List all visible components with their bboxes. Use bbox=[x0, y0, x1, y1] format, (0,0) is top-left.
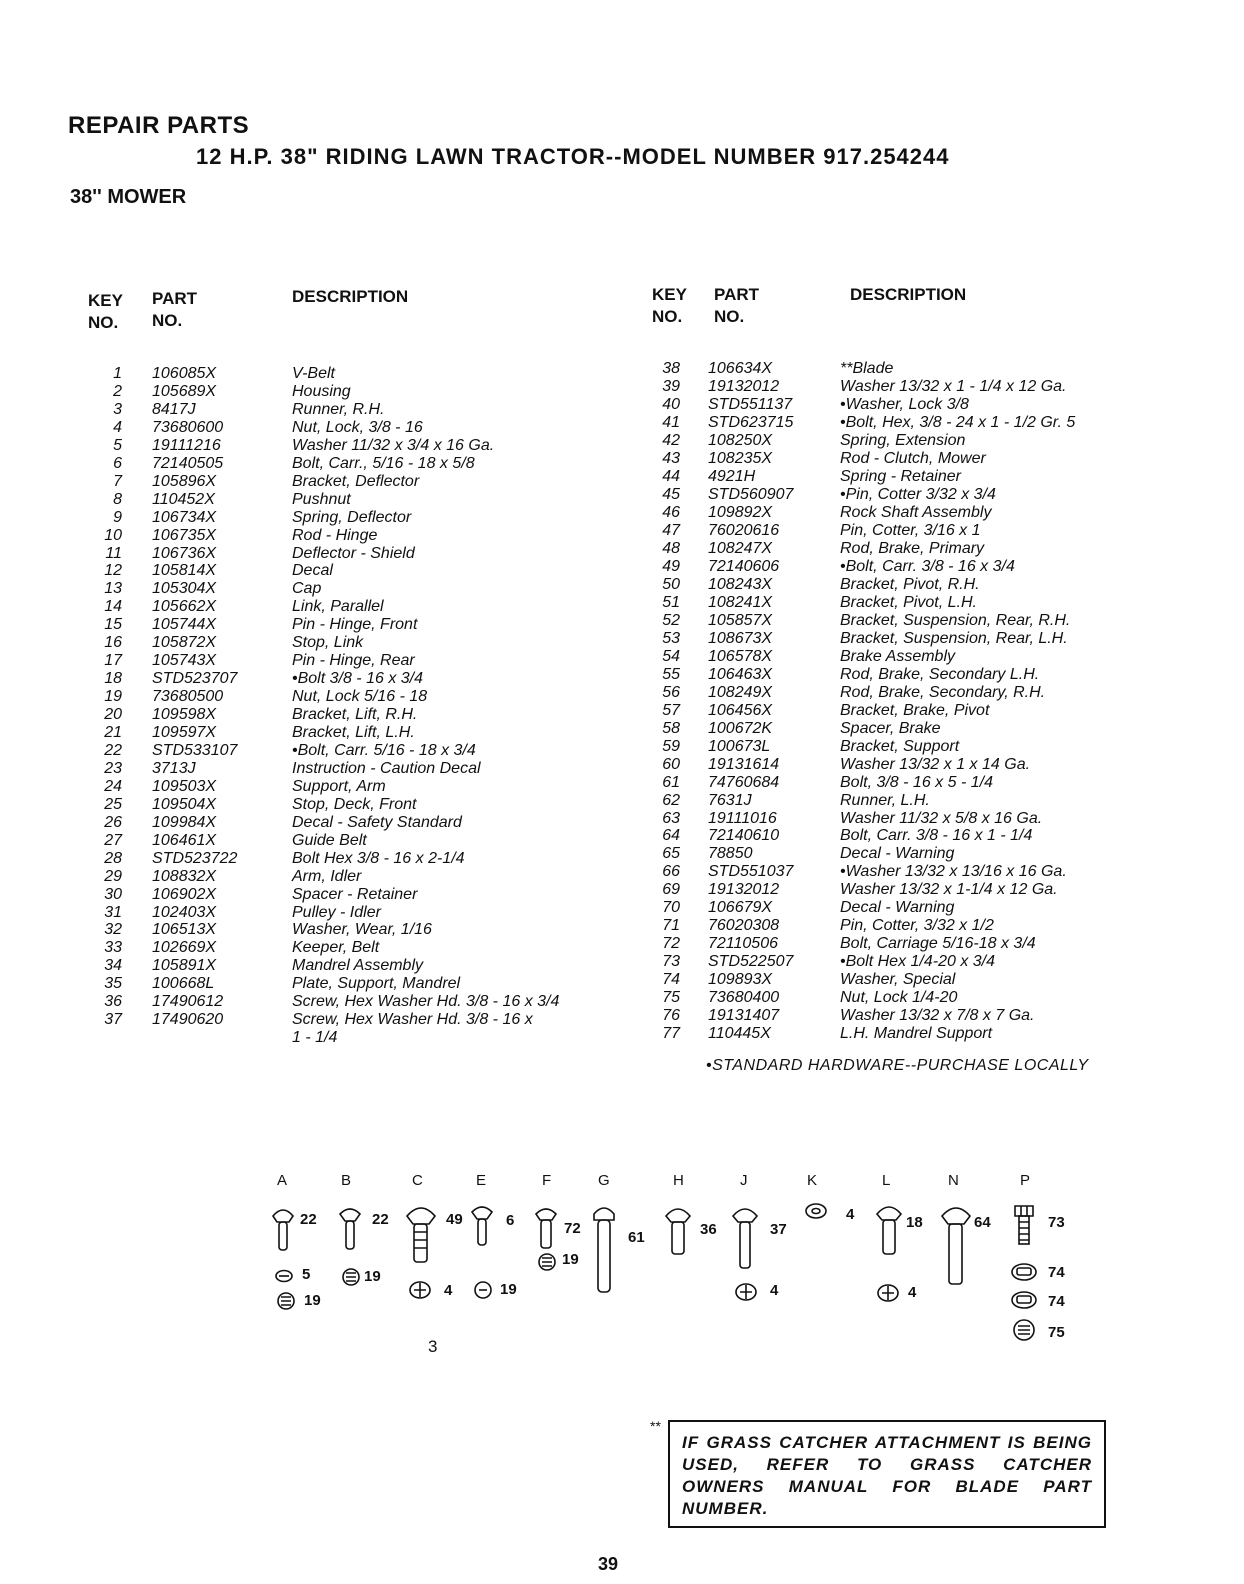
part-description: Screw, Hex Washer Hd. 3/8 - 16 x bbox=[292, 1011, 533, 1029]
key-number: 57 bbox=[662, 701, 680, 719]
key-number: 4 bbox=[113, 418, 122, 436]
part-number: 102403X bbox=[152, 903, 217, 921]
blade-note-marker: ** bbox=[650, 1418, 661, 1434]
key-number: 8 bbox=[113, 490, 122, 508]
part-description: Keeper, Belt bbox=[292, 939, 380, 957]
part-description: Rod, Brake, Secondary, R.H. bbox=[840, 683, 1046, 701]
part-description: •Washer 13/32 x 13/16 x 16 Ga. bbox=[840, 863, 1067, 881]
part-number: 105304X bbox=[152, 580, 217, 598]
key-number: 20 bbox=[104, 706, 122, 724]
part-description: •Bolt, Carr. 3/8 - 16 x 3/4 bbox=[840, 557, 1015, 575]
part-number: 109597X bbox=[152, 724, 217, 741]
part-description: Washer 13/32 x 1 x 14 Ga. bbox=[840, 755, 1031, 773]
hardware-key: 6 bbox=[506, 1212, 515, 1229]
key-number: 6 bbox=[113, 454, 122, 472]
key-number: 76 bbox=[662, 1007, 680, 1025]
part-description: Link, Parallel bbox=[292, 598, 384, 616]
hardware-key: 4 bbox=[908, 1284, 917, 1301]
part-number: 108832X bbox=[152, 867, 217, 885]
part-description: Bracket, Lift, R.H. bbox=[292, 706, 418, 724]
part-description: •Bolt Hex 1/4-20 x 3/4 bbox=[840, 953, 996, 971]
part-description: Bracket, Suspension, Rear, L.H. bbox=[840, 629, 1068, 647]
part-number: STD523722 bbox=[152, 849, 238, 867]
right-key-header: KEY NO. bbox=[652, 285, 687, 326]
part-number: 17490612 bbox=[152, 993, 224, 1011]
hardware-letter: N bbox=[948, 1172, 959, 1189]
part-description: •Bolt, Carr. 5/16 - 18 x 3/4 bbox=[292, 741, 476, 759]
part-number: 19132012 bbox=[708, 881, 780, 899]
hardware-key: 19 bbox=[500, 1281, 517, 1298]
part-number: 108235X bbox=[708, 449, 773, 467]
part-number: 73680500 bbox=[152, 688, 224, 706]
part-number: 4921H bbox=[708, 467, 756, 485]
part-description: Nut, Lock, 3/8 - 16 bbox=[292, 418, 423, 436]
part-description: Runner, R.H. bbox=[292, 400, 385, 418]
key-number: 39 bbox=[662, 377, 680, 395]
key-number: 77 bbox=[662, 1025, 680, 1043]
part-number: STD623715 bbox=[708, 413, 794, 431]
part-number: 100673L bbox=[708, 737, 771, 755]
part-number: 72140610 bbox=[708, 827, 780, 845]
hardware-key: 19 bbox=[562, 1251, 579, 1268]
part-number: 110445X bbox=[708, 1025, 771, 1043]
key-number: 24 bbox=[104, 777, 122, 795]
part-number: 19131614 bbox=[708, 755, 780, 773]
key-number: 48 bbox=[662, 539, 680, 557]
part-number: 17490620 bbox=[152, 1011, 224, 1029]
key-number: 23 bbox=[104, 759, 122, 777]
hardware-letter: C bbox=[412, 1172, 423, 1189]
part-description: Runner, L.H. bbox=[840, 791, 930, 809]
key-number: 42 bbox=[662, 431, 680, 449]
part-number: 106513X bbox=[152, 921, 217, 939]
key-number: 32 bbox=[104, 921, 122, 939]
hardware-key: 73 bbox=[1048, 1214, 1065, 1231]
part-number: 109893X bbox=[708, 971, 773, 989]
part-description: Bracket, Pivot, L.H. bbox=[840, 593, 977, 611]
part-description: Rock Shaft Assembly bbox=[840, 503, 992, 521]
part-description: Bracket, Brake, Pivot bbox=[840, 701, 990, 719]
part-number: 19132012 bbox=[708, 377, 780, 395]
part-number: 76020616 bbox=[708, 521, 780, 539]
key-number: 59 bbox=[662, 737, 680, 755]
part-number: 76020308 bbox=[708, 917, 780, 935]
part-description: Pin, Cotter, 3/16 x 1 bbox=[840, 521, 981, 539]
page-number: 39 bbox=[598, 1554, 619, 1574]
part-description: Deflector - Shield bbox=[292, 544, 415, 562]
part-description: Bracket, Support bbox=[840, 737, 960, 755]
right-desc-header: DESCRIPTION bbox=[850, 285, 967, 304]
hardware-letter: H bbox=[673, 1172, 684, 1189]
part-description: •Pin, Cotter 3/32 x 3/4 bbox=[840, 485, 996, 503]
part-description: Bolt, Carr. 3/8 - 16 x 1 - 1/4 bbox=[840, 827, 1033, 845]
part-number: 105872X bbox=[152, 634, 217, 652]
key-number: 55 bbox=[662, 665, 680, 683]
part-number: 108247X bbox=[708, 539, 773, 557]
key-number: 35 bbox=[104, 975, 122, 993]
key-number: 5 bbox=[113, 436, 122, 454]
hardware-key: 22 bbox=[372, 1211, 389, 1228]
key-number: 61 bbox=[662, 773, 680, 791]
key-number: 74 bbox=[662, 971, 680, 989]
hardware-key: 72 bbox=[564, 1220, 581, 1237]
key-number: 18 bbox=[104, 670, 122, 688]
key-number: 64 bbox=[662, 827, 680, 845]
key-number: 49 bbox=[662, 557, 680, 575]
key-number: 26 bbox=[104, 813, 122, 831]
part-description: Spring - Retainer bbox=[840, 467, 961, 485]
part-description: Spacer, Brake bbox=[840, 719, 941, 737]
hardware-letter: L bbox=[882, 1172, 891, 1189]
part-number: 100668L bbox=[152, 975, 215, 993]
key-number: 40 bbox=[662, 395, 680, 413]
part-number: 100672K bbox=[708, 719, 773, 737]
part-number: 105744X bbox=[152, 616, 217, 634]
key-number: 37 bbox=[104, 1011, 122, 1029]
part-number: 106463X bbox=[708, 665, 773, 683]
part-description: 1 - 1/4 bbox=[292, 1029, 338, 1047]
key-number: 9 bbox=[113, 508, 122, 526]
left-desc-header: DESCRIPTION bbox=[292, 287, 409, 306]
hardware-key: 49 bbox=[446, 1211, 463, 1228]
key-number: 54 bbox=[662, 647, 680, 665]
part-description: Rod - Hinge bbox=[292, 526, 378, 544]
part-number: 72110506 bbox=[708, 935, 778, 953]
hardware-letter: B bbox=[341, 1172, 352, 1189]
part-number: 74760684 bbox=[708, 773, 780, 791]
part-description: Bolt, Carriage 5/16-18 x 3/4 bbox=[840, 935, 1036, 953]
part-description: Nut, Lock 5/16 - 18 bbox=[292, 688, 428, 706]
key-number: 45 bbox=[662, 485, 680, 503]
part-description: Pin - Hinge, Front bbox=[292, 616, 418, 634]
part-description: Bracket, Suspension, Rear, R.H. bbox=[840, 611, 1071, 629]
page-title: REPAIR PARTS bbox=[68, 112, 250, 139]
hardware-key: 22 bbox=[300, 1211, 317, 1228]
part-number: 72140606 bbox=[708, 557, 780, 575]
key-number: 65 bbox=[662, 845, 680, 863]
part-number: STD522507 bbox=[708, 953, 794, 971]
part-number: 19111016 bbox=[708, 809, 777, 827]
part-number: 105857X bbox=[708, 611, 773, 629]
part-description: Rod - Clutch, Mower bbox=[840, 449, 986, 467]
key-number: 7 bbox=[113, 472, 122, 490]
part-description: Stop, Link bbox=[292, 634, 364, 652]
part-number: 109503X bbox=[152, 777, 217, 795]
part-number: 72140505 bbox=[152, 454, 224, 472]
part-number: STD560907 bbox=[708, 485, 794, 503]
key-number: 15 bbox=[104, 616, 122, 634]
key-number: 38 bbox=[662, 360, 680, 377]
part-number: STD551137 bbox=[708, 395, 793, 413]
part-number: 109892X bbox=[708, 503, 773, 521]
part-number: 19131407 bbox=[708, 1007, 780, 1025]
part-number: 106735X bbox=[152, 526, 217, 544]
key-number: 17 bbox=[104, 652, 122, 670]
part-description: Decal - Warning bbox=[840, 899, 955, 917]
hardware-letter: G bbox=[598, 1172, 610, 1189]
part-description: Washer 13/32 x 7/8 x 7 Ga. bbox=[840, 1007, 1035, 1025]
part-number: 106902X bbox=[152, 885, 217, 903]
key-number: 16 bbox=[104, 634, 122, 652]
part-description: Stop, Deck, Front bbox=[292, 795, 417, 813]
part-description: Instruction - Caution Decal bbox=[292, 759, 481, 777]
part-number: 106679X bbox=[708, 899, 773, 917]
part-description: Spring, Extension bbox=[840, 431, 966, 449]
part-number: 109598X bbox=[152, 706, 217, 724]
part-description: Bracket, Pivot, R.H. bbox=[840, 575, 980, 593]
hardware-key: 4 bbox=[770, 1282, 779, 1299]
hardware-key: 74 bbox=[1048, 1293, 1065, 1310]
key-number: 36 bbox=[104, 993, 122, 1011]
part-description: Washer, Special bbox=[840, 971, 956, 989]
part-number: 108241X bbox=[708, 593, 773, 611]
key-number: 75 bbox=[662, 989, 680, 1007]
key-number: 13 bbox=[104, 580, 122, 598]
key-number: 29 bbox=[104, 867, 122, 885]
part-number: 102669X bbox=[152, 939, 217, 957]
part-description: Bolt, Carr., 5/16 - 18 x 5/8 bbox=[292, 454, 475, 472]
part-description: Washer 13/32 x 1 - 1/4 x 12 Ga. bbox=[840, 377, 1067, 395]
hardware-key: 4 bbox=[846, 1206, 855, 1223]
part-number: 19111216 bbox=[152, 436, 221, 454]
part-number: 108249X bbox=[708, 683, 773, 701]
key-number: 60 bbox=[662, 755, 680, 773]
key-number: 11 bbox=[105, 544, 122, 562]
part-description: Brake Assembly bbox=[840, 647, 955, 665]
key-number: 52 bbox=[662, 611, 680, 629]
part-description: Support, Arm bbox=[292, 777, 386, 795]
part-number: 106634X bbox=[708, 360, 773, 377]
part-number: 105891X bbox=[152, 957, 217, 975]
hardware-key: 37 bbox=[770, 1221, 787, 1238]
hardware-letter: J bbox=[740, 1172, 748, 1189]
part-description: Mandrel Assembly bbox=[292, 957, 424, 975]
key-number: 63 bbox=[662, 809, 680, 827]
key-number: 41 bbox=[662, 413, 680, 431]
key-number: 50 bbox=[662, 575, 680, 593]
key-number: 31 bbox=[104, 903, 122, 921]
part-description: Nut, Lock 1/4-20 bbox=[840, 989, 958, 1007]
hardware-letter: A bbox=[277, 1172, 288, 1189]
section-title: 38'' MOWER bbox=[70, 186, 187, 208]
part-description: Plate, Support, Mandrel bbox=[292, 975, 461, 993]
key-number: 34 bbox=[104, 957, 122, 975]
part-description: Washer 11/32 x 5/8 x 16 Ga. bbox=[840, 809, 1043, 827]
part-description: Decal - Warning bbox=[840, 845, 955, 863]
hardware-key: 61 bbox=[628, 1229, 645, 1246]
hardware-key: 64 bbox=[974, 1214, 991, 1231]
key-number: 21 bbox=[104, 724, 122, 741]
hardware-key: 18 bbox=[906, 1214, 923, 1231]
part-description: Decal - Safety Standard bbox=[292, 813, 462, 831]
part-number: 105743X bbox=[152, 652, 217, 670]
part-number: 73680400 bbox=[708, 989, 780, 1007]
part-number: 7631J bbox=[708, 791, 752, 809]
key-number: 53 bbox=[662, 629, 680, 647]
part-number: 8417J bbox=[152, 400, 196, 418]
part-description: Bracket, Deflector bbox=[292, 472, 420, 490]
key-number: 66 bbox=[662, 863, 680, 881]
key-number: 43 bbox=[662, 449, 680, 467]
hardware-letter: F bbox=[542, 1172, 552, 1189]
part-description: Arm, Idler bbox=[292, 867, 362, 885]
part-description: Washer 11/32 x 3/4 x 16 Ga. bbox=[292, 436, 495, 454]
right-part-header: PART NO. bbox=[714, 285, 760, 326]
key-number: 56 bbox=[662, 683, 680, 701]
part-description: Bolt, 3/8 - 16 x 5 - 1/4 bbox=[840, 773, 993, 791]
hardware-letter: K bbox=[807, 1172, 818, 1189]
part-description: Pulley - Idler bbox=[292, 903, 381, 921]
part-description: Bracket, Lift, L.H. bbox=[292, 724, 415, 741]
figure-number: 3 bbox=[428, 1337, 438, 1356]
key-number: 71 bbox=[662, 917, 680, 935]
model-line: 12 H.P. 38" RIDING LAWN TRACTOR--MODEL NUMBER 917.254244 bbox=[196, 144, 950, 169]
part-number: 78850 bbox=[708, 845, 753, 863]
key-number: 46 bbox=[662, 503, 680, 521]
part-number: 106461X bbox=[152, 831, 217, 849]
part-number: 109984X bbox=[152, 813, 217, 831]
hardware-key: 19 bbox=[304, 1292, 321, 1309]
part-description: Screw, Hex Washer Hd. 3/8 - 16 x 3/4 bbox=[292, 993, 560, 1011]
part-description: V-Belt bbox=[292, 365, 335, 382]
key-number: 73 bbox=[662, 953, 680, 971]
part-description: •Bolt, Hex, 3/8 - 24 x 1 - 1/2 Gr. 5 bbox=[840, 413, 1076, 431]
part-number: 106734X bbox=[152, 508, 217, 526]
part-description: Guide Belt bbox=[292, 831, 367, 849]
part-number: 106736X bbox=[152, 544, 217, 562]
hardware-key: 4 bbox=[444, 1282, 453, 1299]
hardware-key: 5 bbox=[302, 1266, 311, 1283]
part-description: Pin, Cotter, 3/32 x 1/2 bbox=[840, 917, 994, 935]
part-description: Bolt Hex 3/8 - 16 x 2-1/4 bbox=[292, 849, 465, 867]
part-number: 108673X bbox=[708, 629, 773, 647]
hardware-key: 19 bbox=[364, 1268, 381, 1285]
part-number: 73680600 bbox=[152, 418, 224, 436]
part-description: Pin - Hinge, Rear bbox=[292, 652, 415, 670]
part-number: 106578X bbox=[708, 647, 773, 665]
key-number: 70 bbox=[662, 899, 680, 917]
key-number: 22 bbox=[104, 741, 122, 759]
part-description: Spring, Deflector bbox=[292, 508, 412, 526]
standard-hardware-note: •STANDARD HARDWARE--PURCHASE LOCALLY bbox=[706, 1057, 1089, 1074]
key-number: 14 bbox=[104, 598, 122, 616]
part-number: STD551037 bbox=[708, 863, 794, 881]
hardware-letter: E bbox=[476, 1172, 487, 1189]
blade-note-box: IF GRASS CATCHER ATTACHMENT IS BEING USED, REFER TO GRASS CATCHER OWNERS MANUAL FOR BLADE PART NUMBER. bbox=[668, 1420, 1106, 1528]
part-description: Decal bbox=[292, 562, 333, 580]
part-number: 110452X bbox=[152, 490, 215, 508]
part-number: STD523707 bbox=[152, 670, 238, 688]
part-description: •Washer, Lock 3/8 bbox=[840, 395, 969, 413]
left-part-header: PART NO. bbox=[152, 289, 198, 330]
hardware-key: 74 bbox=[1048, 1264, 1065, 1281]
key-number: 62 bbox=[662, 791, 680, 809]
key-number: 1 bbox=[113, 365, 122, 382]
part-number: 3713J bbox=[152, 759, 196, 777]
part-number: 105689X bbox=[152, 382, 217, 400]
part-number: 105896X bbox=[152, 472, 217, 490]
key-number: 27 bbox=[104, 831, 122, 849]
hardware-key: 36 bbox=[700, 1221, 717, 1238]
key-number: 51 bbox=[662, 593, 680, 611]
left-key-header: KEY NO. bbox=[88, 291, 123, 332]
part-description: L.H. Mandrel Support bbox=[840, 1025, 993, 1043]
key-number: 28 bbox=[104, 849, 122, 867]
part-number: 109504X bbox=[152, 795, 217, 813]
key-number: 47 bbox=[662, 521, 680, 539]
part-description: Cap bbox=[292, 580, 322, 598]
key-number: 2 bbox=[113, 382, 122, 400]
key-number: 12 bbox=[104, 562, 122, 580]
key-number: 69 bbox=[662, 881, 680, 899]
key-number: 10 bbox=[104, 526, 122, 544]
part-description: Washer 13/32 x 1-1/4 x 12 Ga. bbox=[840, 881, 1058, 899]
part-number: 106085X bbox=[152, 365, 217, 382]
part-description: Washer, Wear, 1/16 bbox=[292, 921, 432, 939]
part-number: 108243X bbox=[708, 575, 773, 593]
key-number: 33 bbox=[104, 939, 122, 957]
part-number: 105662X bbox=[152, 598, 217, 616]
key-number: 58 bbox=[662, 719, 680, 737]
part-description: Spacer - Retainer bbox=[292, 885, 418, 903]
key-number: 44 bbox=[662, 467, 680, 485]
part-number: 106456X bbox=[708, 701, 773, 719]
part-number: 105814X bbox=[152, 562, 217, 580]
part-number: 108250X bbox=[708, 431, 773, 449]
key-number: 19 bbox=[104, 688, 122, 706]
part-description: Housing bbox=[292, 382, 351, 400]
part-description: **Blade bbox=[840, 360, 894, 377]
hardware-letter: P bbox=[1020, 1172, 1031, 1189]
key-number: 25 bbox=[104, 795, 122, 813]
hardware-key: 75 bbox=[1048, 1324, 1065, 1341]
part-description: Pushnut bbox=[292, 490, 351, 508]
part-description: Rod, Brake, Primary bbox=[840, 539, 985, 557]
key-number: 72 bbox=[662, 935, 680, 953]
key-number: 3 bbox=[113, 400, 122, 418]
part-description: Rod, Brake, Secondary L.H. bbox=[840, 665, 1040, 683]
key-number: 30 bbox=[104, 885, 122, 903]
part-description: •Bolt 3/8 - 16 x 3/4 bbox=[292, 670, 424, 688]
part-number: STD533107 bbox=[152, 741, 238, 759]
